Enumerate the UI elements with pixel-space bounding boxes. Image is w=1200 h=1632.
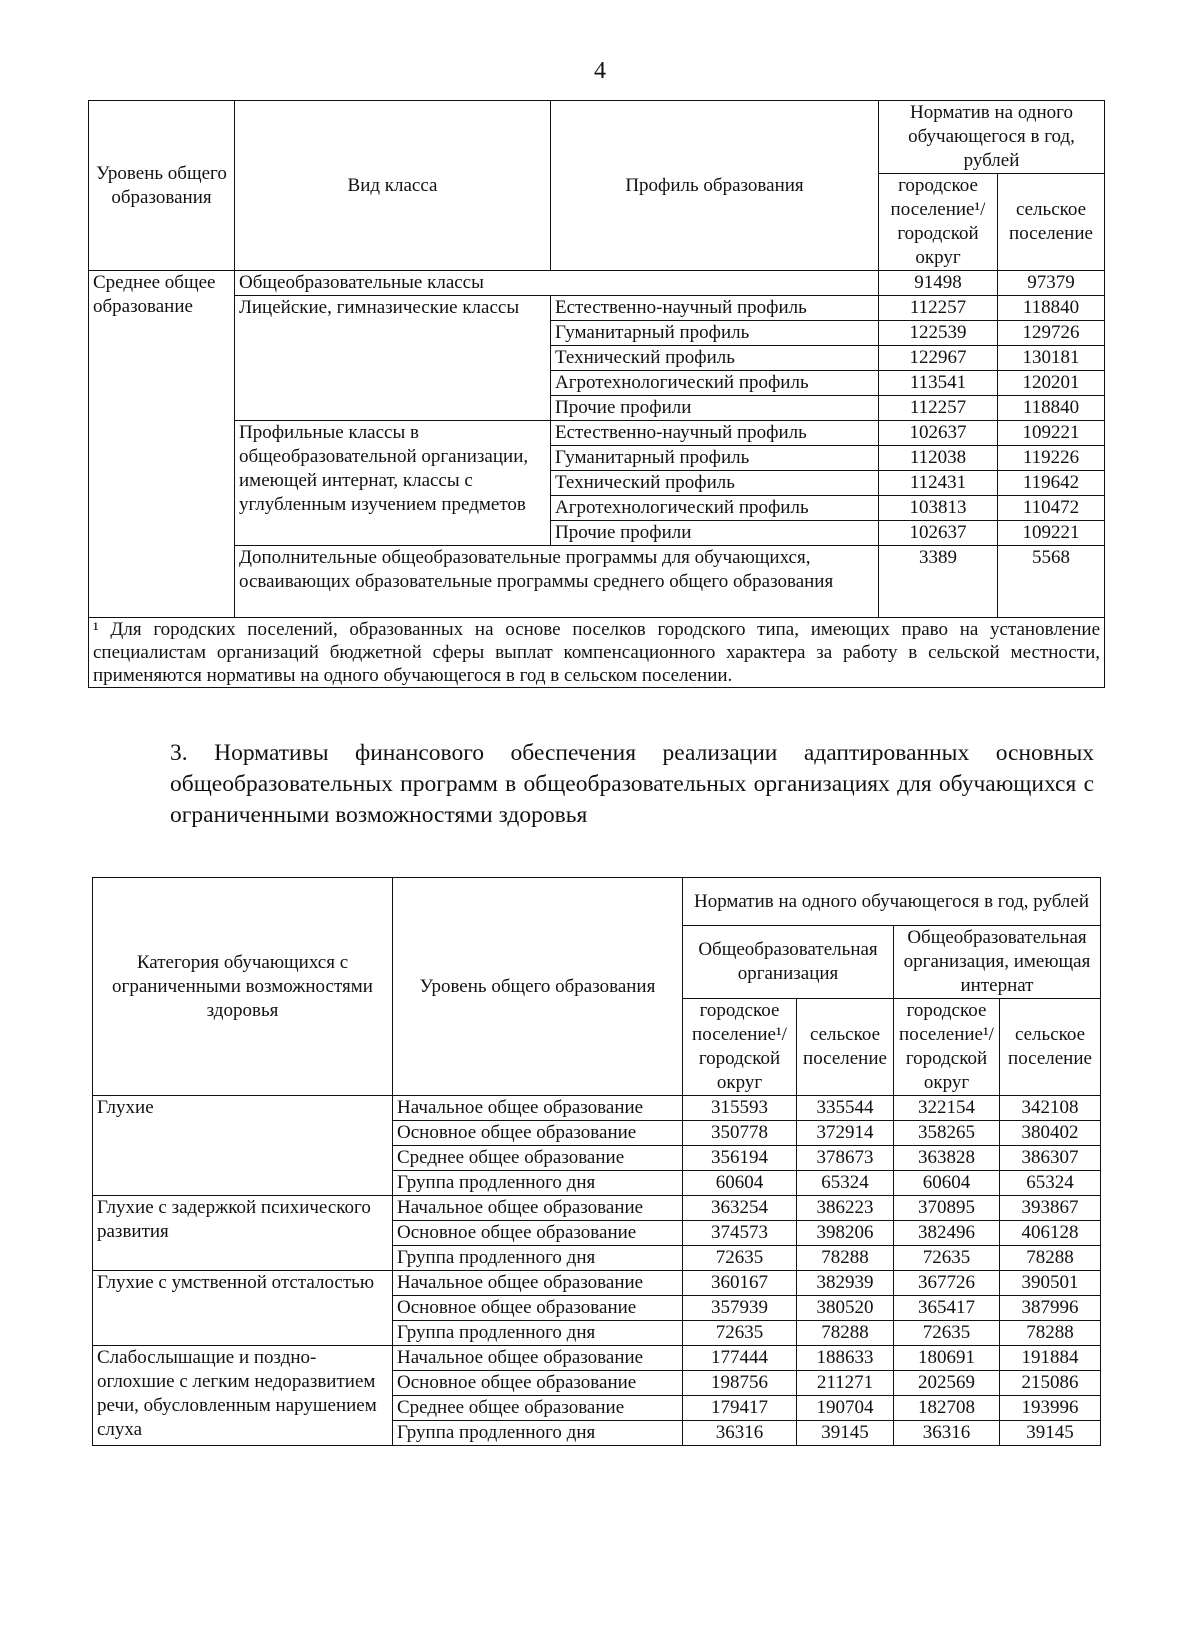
level-cell: Основное общее образование: [393, 1121, 683, 1146]
norm-value: 36316: [894, 1421, 1000, 1446]
norm-value: 78288: [1000, 1246, 1101, 1271]
urban-value: 112257: [879, 296, 998, 321]
level-cell: Группа продленного дня: [393, 1171, 683, 1196]
category-cell: Слабослышащие и поздно-оглохшие с легким недоразвитием речи, обусловленным нарушением слуха: [93, 1346, 393, 1446]
norm-value: 393867: [1000, 1196, 1101, 1221]
urban-value: 91498: [879, 271, 998, 296]
page-number: 4: [594, 58, 606, 84]
rural-value: 130181: [998, 346, 1105, 371]
norm-value: 65324: [1000, 1171, 1101, 1196]
norm-value: 370895: [894, 1196, 1000, 1221]
norm-value: 357939: [683, 1296, 797, 1321]
norm-value: 358265: [894, 1121, 1000, 1146]
urban-value: 122967: [879, 346, 998, 371]
norm-value: 72635: [894, 1321, 1000, 1346]
norm-value: 36316: [683, 1421, 797, 1446]
table-ovz-norms: [92, 877, 1101, 1446]
rural-value: 119226: [998, 446, 1105, 471]
urban-value: 112257: [879, 396, 998, 421]
profile-cell: Технический профиль: [551, 346, 879, 371]
norm-value: 335544: [797, 1096, 894, 1121]
rural-value: 5568: [998, 546, 1105, 618]
norm-value: 188633: [797, 1346, 894, 1371]
norm-value: 360167: [683, 1271, 797, 1296]
header-rural-boarding: сельское поселение: [1000, 999, 1101, 1096]
norm-value: 382939: [797, 1271, 894, 1296]
level-cell: Группа продленного дня: [393, 1421, 683, 1446]
class-type-cell: Общеобразовательные классы: [235, 271, 879, 296]
norm-value: 39145: [1000, 1421, 1101, 1446]
profile-cell: Технический профиль: [551, 471, 879, 496]
urban-value: 3389: [879, 546, 998, 618]
norm-value: 387996: [1000, 1296, 1101, 1321]
urban-value: 103813: [879, 496, 998, 521]
norm-value: 78288: [1000, 1321, 1101, 1346]
header-rural: сельское поселение: [797, 999, 894, 1096]
level-cell: Среднее общее образование: [89, 271, 235, 618]
level-cell: Начальное общее образование: [393, 1196, 683, 1221]
norm-value: 342108: [1000, 1096, 1101, 1121]
level-cell: Группа продленного дня: [393, 1321, 683, 1346]
header-profile: Профиль образования: [551, 101, 879, 271]
table-secondary-norms: [88, 100, 1105, 688]
table-row: [89, 546, 1105, 618]
rural-value: 110472: [998, 496, 1105, 521]
norm-value: 215086: [1000, 1371, 1101, 1396]
norm-value: 386223: [797, 1196, 894, 1221]
norm-value: 374573: [683, 1221, 797, 1246]
norm-value: 190704: [797, 1396, 894, 1421]
norm-value: 350778: [683, 1121, 797, 1146]
profile-cell: Естественно-научный профиль: [551, 421, 879, 446]
norm-value: 356194: [683, 1146, 797, 1171]
level-cell: Начальное общее образование: [393, 1096, 683, 1121]
norm-value: 390501: [1000, 1271, 1101, 1296]
norm-value: 315593: [683, 1096, 797, 1121]
profile-cell: Агротехнологический профиль: [551, 496, 879, 521]
category-cell: Глухие с задержкой психического развития: [93, 1196, 393, 1271]
norm-value: 65324: [797, 1171, 894, 1196]
norm-value: 211271: [797, 1371, 894, 1396]
norm-value: 365417: [894, 1296, 1000, 1321]
level-cell: Среднее общее образование: [393, 1146, 683, 1171]
urban-value: 102637: [879, 521, 998, 546]
table-row: [93, 1346, 1101, 1371]
norm-value: 179417: [683, 1396, 797, 1421]
level-cell: Начальное общее образование: [393, 1271, 683, 1296]
norm-value: 78288: [797, 1321, 894, 1346]
header-urban: городское поселение¹/ городской округ: [879, 174, 998, 271]
norm-value: 72635: [683, 1246, 797, 1271]
norm-value: 386307: [1000, 1146, 1101, 1171]
header-org: Общеобразовательная организация: [683, 926, 894, 999]
footnote: ¹ Для городских поселений, образованных на основе поселков городского типа, имеющих право на установление специалистам организаций бюджетной сферы выплат компенсационного характера за работу в сельской местности, применяются нормативы на одного обучающегося в год в сельском поселении.: [89, 618, 1105, 688]
profile-cell: Прочие профили: [551, 396, 879, 421]
norm-value: 72635: [683, 1321, 797, 1346]
profile-cell: Прочие профили: [551, 521, 879, 546]
header-level: Уровень общего образования: [393, 878, 683, 1096]
header-class-type: Вид класса: [235, 101, 551, 271]
norm-value: 60604: [683, 1171, 797, 1196]
urban-value: 112431: [879, 471, 998, 496]
profile-cell: Агротехнологический профиль: [551, 371, 879, 396]
urban-value: 112038: [879, 446, 998, 471]
profile-cell: Гуманитарный профиль: [551, 446, 879, 471]
norm-value: 193996: [1000, 1396, 1101, 1421]
header-category: Категория обучающихся с ограниченными возможностями здоровья: [93, 878, 393, 1096]
norm-value: 191884: [1000, 1346, 1101, 1371]
table-row: [93, 1196, 1101, 1221]
table-row: [93, 1096, 1101, 1121]
norm-value: 363254: [683, 1196, 797, 1221]
urban-value: 113541: [879, 371, 998, 396]
urban-value: 102637: [879, 421, 998, 446]
norm-value: 177444: [683, 1346, 797, 1371]
norm-value: 182708: [894, 1396, 1000, 1421]
header-rural: сельское поселение: [998, 174, 1105, 271]
norm-value: 367726: [894, 1271, 1000, 1296]
footnote-row: [89, 618, 1105, 688]
level-cell: Среднее общее образование: [393, 1396, 683, 1421]
profile-cell: Естественно-научный профиль: [551, 296, 879, 321]
class-type-cell: Лицейские, гимназические классы: [235, 296, 551, 421]
level-cell: Основное общее образование: [393, 1371, 683, 1396]
level-cell: Начальное общее образование: [393, 1346, 683, 1371]
class-type-cell: Дополнительные общеобразовательные программы для обучающихся, осваивающих образовательные программы среднего общего образования: [235, 546, 879, 618]
norm-value: 322154: [894, 1096, 1000, 1121]
header-urban-boarding: городское поселение¹/ городской округ: [894, 999, 1000, 1096]
norm-value: 406128: [1000, 1221, 1101, 1246]
norm-value: 382496: [894, 1221, 1000, 1246]
norm-value: 202569: [894, 1371, 1000, 1396]
norm-value: 363828: [894, 1146, 1000, 1171]
table-row: [93, 1271, 1101, 1296]
table-row: [89, 296, 1105, 321]
rural-value: 118840: [998, 396, 1105, 421]
rural-value: 109221: [998, 421, 1105, 446]
norm-value: 380520: [797, 1296, 894, 1321]
category-cell: Глухие с умственной отсталостью: [93, 1271, 393, 1346]
class-type-cell: Профильные классы в общеобразовательной организации, имеющей интернат, классы с углубленным изучением предметов: [235, 421, 551, 546]
norm-value: 60604: [894, 1171, 1000, 1196]
norm-value: 78288: [797, 1246, 894, 1271]
norm-value: 198756: [683, 1371, 797, 1396]
header-level: Уровень общего образования: [89, 101, 235, 271]
rural-value: 97379: [998, 271, 1105, 296]
norm-value: 39145: [797, 1421, 894, 1446]
level-cell: Основное общее образование: [393, 1221, 683, 1246]
norm-value: 72635: [894, 1246, 1000, 1271]
table-row: [89, 271, 1105, 296]
norm-value: 378673: [797, 1146, 894, 1171]
level-cell: Основное общее образование: [393, 1296, 683, 1321]
norm-value: 372914: [797, 1121, 894, 1146]
norm-value: 380402: [1000, 1121, 1101, 1146]
table-row: [89, 421, 1105, 446]
header-norm: Норматив на одного обучающегося в год, рублей: [683, 878, 1101, 926]
norm-value: 180691: [894, 1346, 1000, 1371]
rural-value: 129726: [998, 321, 1105, 346]
rural-value: 109221: [998, 521, 1105, 546]
section-3-title: 3. Нормативы финансового обеспечения реализации адаптированных основных общеобразовательных программ в общеобразовательных организациях для обучающихся с ограниченными возможностями здоровья: [170, 740, 1094, 828]
norm-value: 398206: [797, 1221, 894, 1246]
profile-cell: Гуманитарный профиль: [551, 321, 879, 346]
header-urban: городское поселение¹/ городской округ: [683, 999, 797, 1096]
header-org-boarding: Общеобразовательная организация, имеющая интернат: [894, 926, 1101, 999]
rural-value: 120201: [998, 371, 1105, 396]
rural-value: 118840: [998, 296, 1105, 321]
rural-value: 119642: [998, 471, 1105, 496]
level-cell: Группа продленного дня: [393, 1246, 683, 1271]
urban-value: 122539: [879, 321, 998, 346]
header-norm: Норматив на одного обучающегося в год, рублей: [879, 101, 1105, 174]
category-cell: Глухие: [93, 1096, 393, 1196]
